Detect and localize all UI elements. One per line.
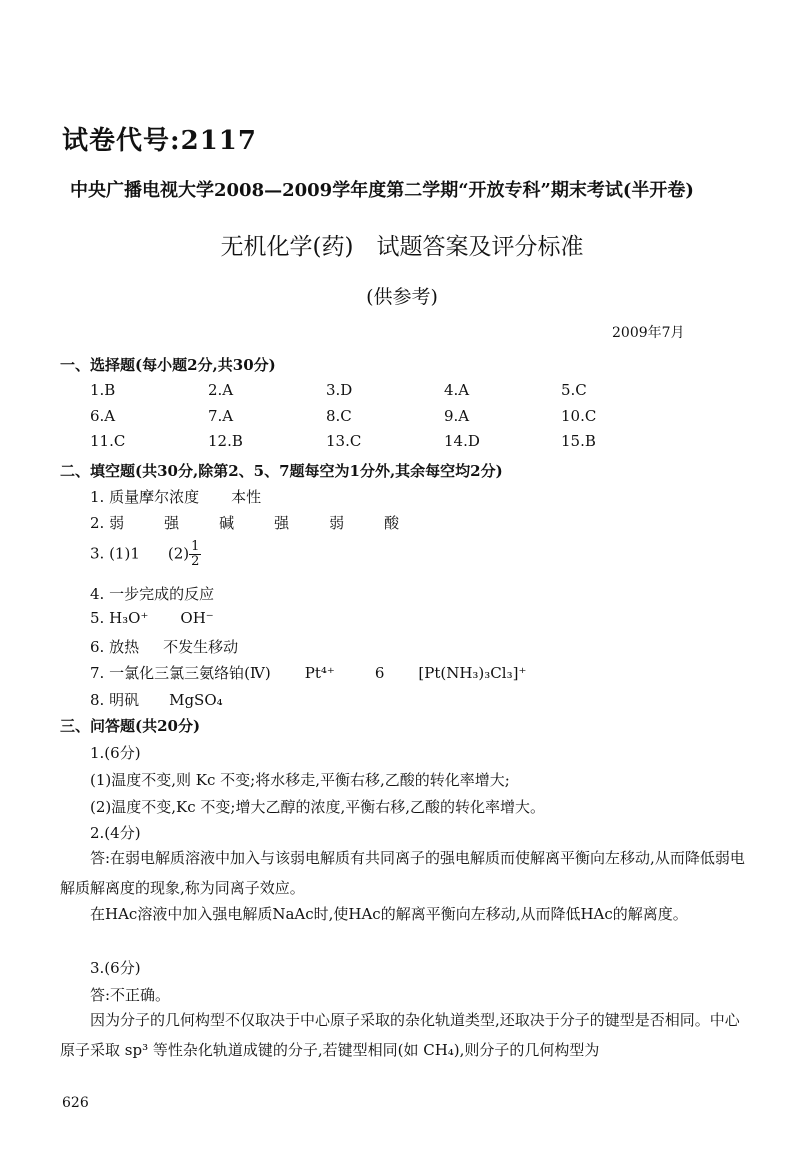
choice-answer: 12.B	[208, 432, 243, 450]
choice-answer: 2.A	[208, 381, 234, 399]
fill-answer-1	[90, 486, 261, 507]
choice-answer: 9.A	[444, 407, 470, 425]
choice-answer: 1.B	[90, 381, 116, 399]
choice-answer: 14.D	[444, 432, 480, 450]
fill-answer-3	[90, 540, 201, 569]
exam-code: 试卷代号:2117	[62, 126, 257, 156]
answer-part: 不发生移动	[163, 638, 239, 656]
section-3-heading: 三、问答题(共20分)	[60, 717, 201, 735]
answer-part: MgSO₄	[169, 691, 223, 709]
fraction-one-half: $\frac{1}{2}$	[191, 539, 200, 569]
choice-answer: 13.C	[326, 432, 362, 450]
question-2-label: 2.(4分)	[90, 824, 141, 842]
fill-answer-6	[90, 636, 238, 657]
fill-answer-5	[90, 609, 214, 627]
answer-part: 弱	[329, 514, 345, 532]
document-title: 无机化学(药) 试题答案及评分标准	[220, 234, 584, 260]
fill-answer-2	[90, 512, 399, 533]
fill-answer-7	[90, 662, 526, 683]
question-3-label: 3.(6分)	[90, 959, 141, 977]
exam-date: 2009年7月	[612, 325, 685, 341]
choice-answer: 10.C	[561, 407, 597, 425]
answer-part: 1. 质量摩尔浓度	[90, 488, 200, 506]
answer-part: 3. (1)1	[90, 544, 140, 563]
answer-part: 本性	[231, 488, 262, 506]
answer-part: 6. 放热	[90, 638, 140, 656]
choice-answer: 3.D	[326, 381, 353, 399]
question-3-paragraph: 因为分子的几何构型不仅取决于中心原子采取的杂化轨道类型,还取决于分子的键型是否相同。中心原子采取 sp³ 等性杂化轨道成键的分子,若键型相同(如 CH₄),则分子的几何构型为	[60, 1011, 740, 1059]
question-2-paragraph-1: 答:在弱电解质溶液中加入与该弱电解质有共同离子的强电解质而使解离平衡向左移动,从而降低弱电解质解离度的现象,称为同离子效应。	[60, 849, 745, 897]
exam-name: 中央广播电视大学2008—2009学年度第二学期“开放专科”期末考试(半开卷)	[70, 180, 694, 201]
answer-part: 酸	[384, 514, 400, 532]
answer-part: OH⁻	[180, 609, 214, 627]
page-number: 626	[62, 1095, 89, 1111]
choice-answer: 4.A	[444, 381, 470, 399]
answer-part: [Pt(NH₃)₃Cl₃]⁺	[418, 664, 527, 682]
answer-part: 7. 一氯化三氯三氨络铂(Ⅳ)	[90, 664, 271, 682]
choice-answer: 6.A	[90, 407, 116, 425]
choice-answer: 15.B	[561, 432, 596, 450]
choice-answer: 8.C	[326, 407, 352, 425]
fill-answer-8	[90, 689, 223, 710]
question-3-answer: 答:不正确。	[90, 986, 171, 1004]
answer-part: 强	[274, 514, 290, 532]
answer-part: Pt⁴⁺	[304, 664, 335, 682]
answer-part: 2. 弱	[90, 514, 125, 532]
question-1-answer-a: (1)温度不变,则 Kc 不变;将水移走,平衡右移,乙酸的转化率增大;	[90, 771, 510, 789]
reference-note: (供参考)	[366, 286, 438, 308]
answer-part: (2)	[167, 544, 190, 563]
question-2-paragraph-2: 在HAc溶液中加入强电解质NaAc时,使HAc的解离平衡向左移动,从而降低HAc的解离度。	[90, 905, 688, 923]
answer-part: 碱	[219, 514, 235, 532]
choice-answer: 7.A	[208, 407, 234, 425]
answer-part: 8. 明矾	[90, 691, 140, 709]
answer-part: 强	[164, 514, 180, 532]
section-2-heading: 二、填空题(共30分,除第2、5、7题每空为1分外,其余每空均2分)	[60, 462, 503, 480]
question-1-label: 1.(6分)	[90, 744, 141, 762]
choice-answer: 11.C	[90, 432, 126, 450]
answer-part: 6	[374, 664, 385, 682]
fill-answer-4: 4. 一步完成的反应	[90, 585, 215, 603]
question-1-answer-b: (2)温度不变,Kc 不变;增大乙醇的浓度,平衡右移,乙酸的转化率增大。	[90, 798, 545, 816]
answer-part: 5. H₃O⁺	[90, 609, 149, 627]
choice-answer: 5.C	[561, 381, 587, 399]
section-1-heading: 一、选择题(每小题2分,共30分)	[60, 356, 276, 374]
